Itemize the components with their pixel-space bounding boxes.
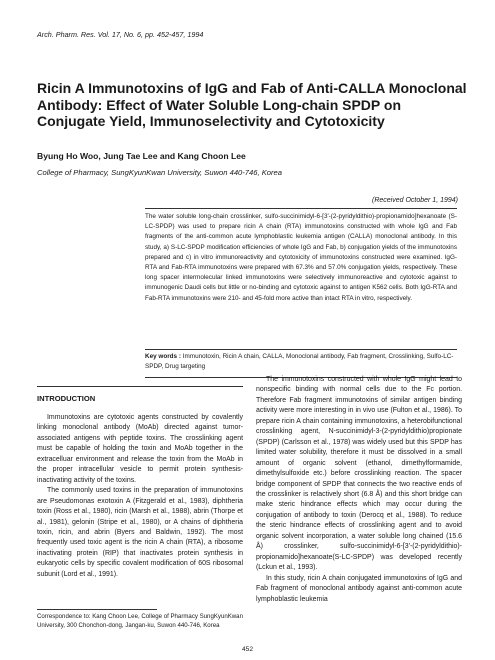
page-number: 452 xyxy=(241,646,253,653)
keywords-label: Key words : xyxy=(145,353,181,360)
abstract-bottom-rule xyxy=(145,349,457,350)
paragraph: Immunotoxins are cytotoxic agents constructed by covalently linking monoclonal antibody (MoAb) directed against tumor-associated antigens with peptide toxins. The crosslinking agent must be capable of holding the toxin and MoAb together in the extracelluar environment and release the toxin from the MoAb in the proper intracellular vesicle to permit protein synthesis-inactivating activity of the toxins. xyxy=(37,414,243,484)
paragraph: In this study, ricin A chain conjugated immunotoxins of IgG and Fab fragment of monoclonal antibody against anti-common acute lymphoblastic leukemia xyxy=(256,574,462,603)
footnote-rule xyxy=(37,609,157,610)
author-list: Byung Ho Woo, Jung Tae Lee and Kang Choon Lee xyxy=(37,151,246,161)
paragraph: The commonly used toxins in the preparation of immunotoxins are Pseudomonas exotoxin A (Fitzgerald et al., 1983), diphtheria toxin (Ross et al., 1980), ricin (Marsh et al., 1988), abrin (Thorpe et al., 1981), gelonin (Stripe et al., 1980), or A chains of diphtheria toxin, ricin, and abrin (Byers and Baldwin, 1992). The most frequently used toxic agent is the ricin A chain (RTA), a ribosome inactivating protein (RIP) that inactivates protein synthesis in eukaryotic cells by specific covalent modification of 60S ribosomal subunit (Lord et al., 1991). xyxy=(37,487,243,578)
abstract: The water soluble long-chain crosslinker, sulfo-succinimidyl-6-[3'-(2-pyridyldithio)-propionamido]hexanoate (S-LC-SPDP) was used to prepare ricin A chain (RTA) immunotoxins constructed with whole IgG and Fab fragments of the anti-common acute lymphoblastic leukemia antigen (CALLA) monoclonal antibody. In this study, a) S-LC-SPDP modification efficiencies of whole IgG and Fab, b) conjugation yields of the immunotoxins prepared and c) in vitro immunoreactivity and cytotoxicity of immunotoxins constructed were examined. IgG-RTA and Fab-RTA immunotoxins were prepared with 67.3% and 57.0% conjugation yields, respectively. These long spacer intermolecular linked immunotoxins were selectively immunoreactive and cytotoxic against to immunogenic Daudi cells but little or no-binding and cytotoxic against to antigen K562 cells. Both IgG-RTA and Fab-RTA immunotoxins were 210- and 45-fold more active than intact RTA in vitro, respectively. xyxy=(145,213,457,302)
received-date: (Received October 1, 1994) xyxy=(372,197,458,204)
paragraph: The immunotoxins constructed with whole IgG might lead to nonspecific binding with normal cells due to the Fc portion. Therefore Fab fragment immunotoxins of similar antigen binding activity were more interesting in in vivo use (Fulton et al., 1986). To prepare ricin A chain containing immunotoxins, a heterobifunctional crosslinking agent, N-succinimidyl-3-(2-pyridyldithio)propionate (SPDP) (Carlsson et al., 1978) was widely used but this SPDP has limited water solubility, therefore it must be dissolved in a small amount of organic solvent (ethanol, dimethylformamide, dimethylsulfoxide etc.) before crosslinking reaction. The spacer bridge component of SPDP that connects the two reactive ends of the crosslinker is relactively short (6.8 Å) and this short bridge can make steric hindrance effects which may occur during the conjugation of antibody to toxin (Derocq et al., 1988). To reduce the steric hindrance effects of crosslinking agent and to avoid organic solvent incorporation, a water soluble long chained (15.6 Å) crosslinker, sulfo-succinimidyl-6-[3'-(2-pyridyldithio)-propionamido]hexanoate(S-LC-SPDP) was developed recently (Lckun et al., 1993). xyxy=(256,376,462,572)
body-column-left xyxy=(37,413,243,580)
abstract-top-rule xyxy=(145,208,457,209)
correspondence-footnote: Correspondence to: Kang Choon Lee, College of Pharmacy SungKyunKwan University, 300 Chonchon-dong, Jangan-ku, Suwon 440-746, Korea xyxy=(37,613,243,629)
article-title: Ricin A Immunotoxins of IgG and Fab of Anti-CALLA Monoclonal Antibody: Effect of Water Soluble Long-chain SPDP on Conjugate Yield, Immunoselectivity and Cytotoxicity xyxy=(37,80,467,129)
affiliation: College of Pharmacy, SungKyunKwan University, Suwon 440-746, Korea xyxy=(37,168,282,177)
intro-top-rule xyxy=(37,386,243,387)
body-column-right xyxy=(256,375,462,605)
section-heading-introduction: INTRODUCTION xyxy=(37,394,96,403)
journal-reference: Arch. Pharm. Res. Vol. 17, No. 6, pp. 452-457, 1994 xyxy=(37,30,204,39)
keywords-text: Immunotoxin, Ricin A chain, CALLA, Monoclonal antibody, Fab fragment, Crosslinking, Sulfo-LC-SPDP, Drug targeting xyxy=(145,353,454,370)
keywords xyxy=(145,352,457,372)
